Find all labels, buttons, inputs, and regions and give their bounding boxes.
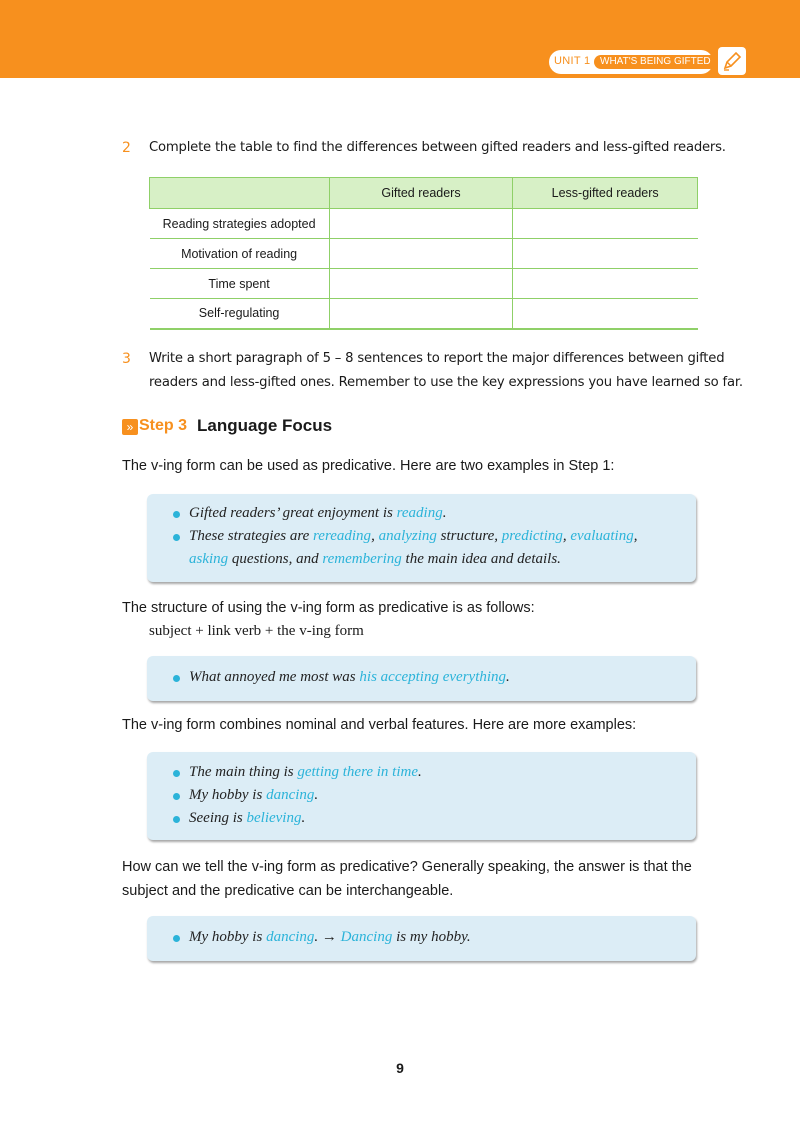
bullet-icon [173,935,180,942]
example-box-1 [147,494,696,582]
example-line: My hobby is dancing. [189,787,319,803]
table-blank-cell[interactable] [513,299,698,329]
bullet-icon [173,511,180,518]
table-row [150,209,698,239]
question-3-number: 3 [122,351,131,367]
question-3-line-1: Write a short paragraph of 5 – 8 sentences to report the major differences between gifted [149,351,725,366]
bullet-icon [173,770,180,777]
page-number: 9 [396,1060,404,1076]
table-blank-cell[interactable] [513,209,698,239]
comparison-table [149,177,698,330]
paragraph-structure: The structure of using the v-ing form as predicative is as follows: [122,600,535,616]
table-blank-cell[interactable] [513,269,698,299]
table-blank-cell[interactable] [329,299,513,329]
example-line: asking questions, and remembering the main idea and details. [189,551,561,567]
example-line: These strategies are rereading, analyzing structure, predicting, evaluating, [189,528,638,544]
table-row-label: Reading strategies adopted [150,209,330,239]
step-number: Step 3 [139,417,188,434]
table-header-cell: Gifted readers [329,178,513,209]
table-blank-cell[interactable] [329,209,513,239]
table-row [150,239,698,269]
bullet-icon [173,534,180,541]
unit-label: UNIT 1 [554,55,591,67]
table-blank-cell[interactable] [329,269,513,299]
formula: subject + link verb + the v-ing form [149,623,364,639]
table-blank-cell[interactable] [329,239,513,269]
table-row-label: Motivation of reading [150,239,330,269]
paragraph-question-line-2: subject and the predicative can be interchangeable. [122,883,454,899]
table-header-cell [150,178,330,209]
paragraph-features: The v-ing form combines nominal and verbal features. Here are more examples: [122,717,637,733]
example-line: My hobby is dancing. → Dancing is my hobby. [189,929,471,945]
example-box-2 [147,656,696,701]
table-header-cell: Less-gifted readers [513,178,698,209]
table-row-label: Time spent [150,269,330,299]
table-header-row [150,178,698,209]
question-3-line-2: readers and less-gifted ones. Remember to use the key expressions you have learned so far. [149,375,743,390]
question-2-number: 2 [122,140,131,156]
example-line: Gifted readers’ great enjoyment is reading. [189,505,447,521]
example-line: The main thing is getting there in time. [189,764,422,780]
table-row [150,299,698,329]
table-row-label: Self-regulating [150,299,330,329]
table-row [150,269,698,299]
step-title: Language Focus [197,416,333,435]
example-line: Seeing is believing. [189,810,306,826]
unit-title: WHAT'S BEING GIFTED [594,55,717,69]
example-box-4 [147,916,696,961]
bullet-icon [173,793,180,800]
bullet-icon [173,816,180,823]
bullet-icon [173,675,180,682]
table-blank-cell[interactable] [513,239,698,269]
paragraph-intro: The v-ing form can be used as predicative. Here are two examples in Step 1: [122,458,615,474]
question-2-text: Complete the table to find the differences between gifted readers and less-gifted readers. [149,140,726,155]
double-chevron-icon: » [122,419,138,435]
paragraph-question-line-1: How can we tell the v-ing form as predicative? Generally speaking, the answer is that the [122,859,692,875]
pen-icon [718,47,746,75]
example-box-3 [147,752,696,840]
example-line: What annoyed me most was his accepting everything. [189,669,510,685]
